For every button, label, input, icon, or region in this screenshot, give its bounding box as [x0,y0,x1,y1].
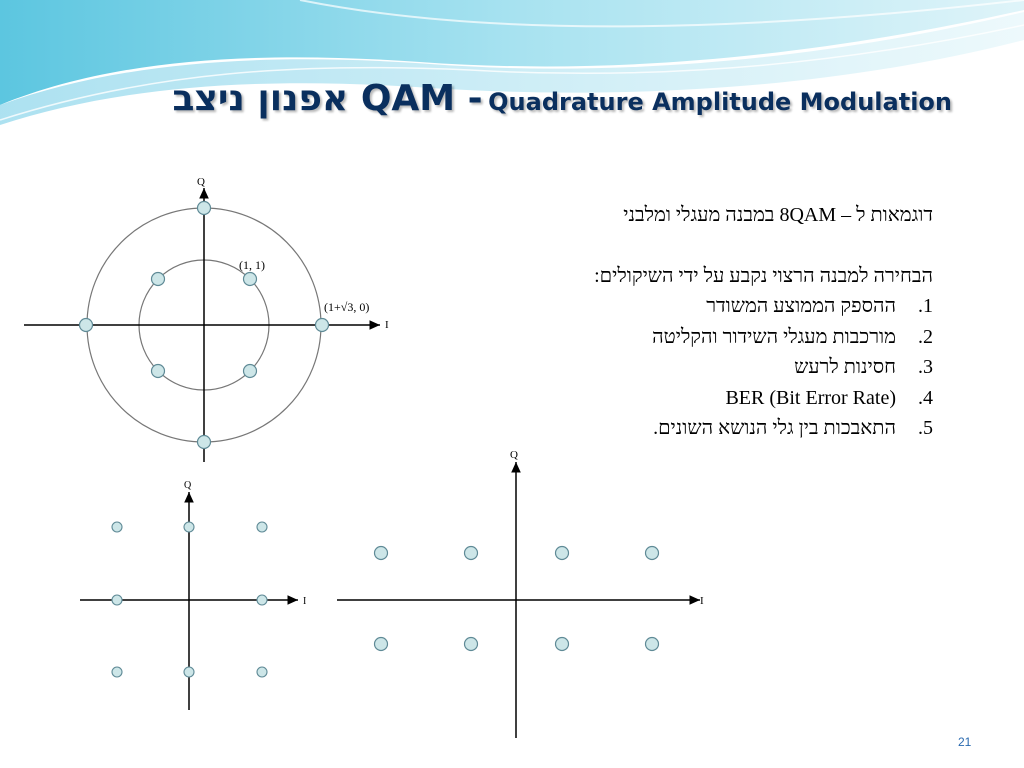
list-item: 4. BER (Bit Error Rate) [725,386,933,409]
question-line: הבחירה למבנה הרצוי נקבע על ידי השיקולים: [594,264,933,287]
constellation-point [152,365,165,378]
constellation-point [556,547,569,560]
title-subtitle: Quadrature Amplitude Modulation [488,88,952,116]
constellation-point [465,638,478,651]
constellation-point [257,667,267,677]
constellation-point [646,547,659,560]
constellation-point [465,547,478,560]
constellation-point [112,595,122,605]
q-axis-label: Q [510,449,518,461]
rectangular-8qam-diagram [337,449,704,738]
intro-line: דוגמאות ל – 8QAM במבנה מעגלי ומלבני [623,204,933,226]
square-8qam-diagram [80,480,306,710]
constellation-point [257,522,267,532]
constellation-point [556,638,569,651]
q-axis-label: Q [197,176,205,188]
title-main: אפנון ניצב QAM - [172,78,483,119]
inner-point-label: (1, 1) [239,258,265,272]
q-axis-label: Q [184,480,192,491]
outer-point-label: (1+√3, 0) [324,300,370,314]
constellation-point [184,667,194,677]
list-item: 3. חסינות לרעש [794,356,933,378]
constellation-point [112,522,122,532]
slide-number: 21 [958,735,972,749]
constellation-point [316,319,329,332]
constellation-point [184,522,194,532]
constellation-point [198,436,211,449]
constellation-point [80,319,93,332]
list-item: 5. התאבכות בין גלי הנושא השונים. [653,417,933,439]
constellation-point [646,638,659,651]
constellation-point [152,273,165,286]
i-axis-label: I [700,595,704,607]
list-item: 2. מורכבות מעגלי השידור והקליטה [652,325,933,348]
circular-8qam-diagram [24,176,389,462]
constellation-point [375,638,388,651]
constellation-point [375,547,388,560]
list-item: 1. ההספק הממוצע המשודר [706,295,933,317]
constellation-point [257,595,267,605]
constellation-point [112,667,122,677]
i-axis-label: I [303,596,307,607]
constellation-point [244,273,257,286]
constellation-point [244,365,257,378]
constellation-point [198,202,211,215]
i-axis-label: I [385,319,389,331]
